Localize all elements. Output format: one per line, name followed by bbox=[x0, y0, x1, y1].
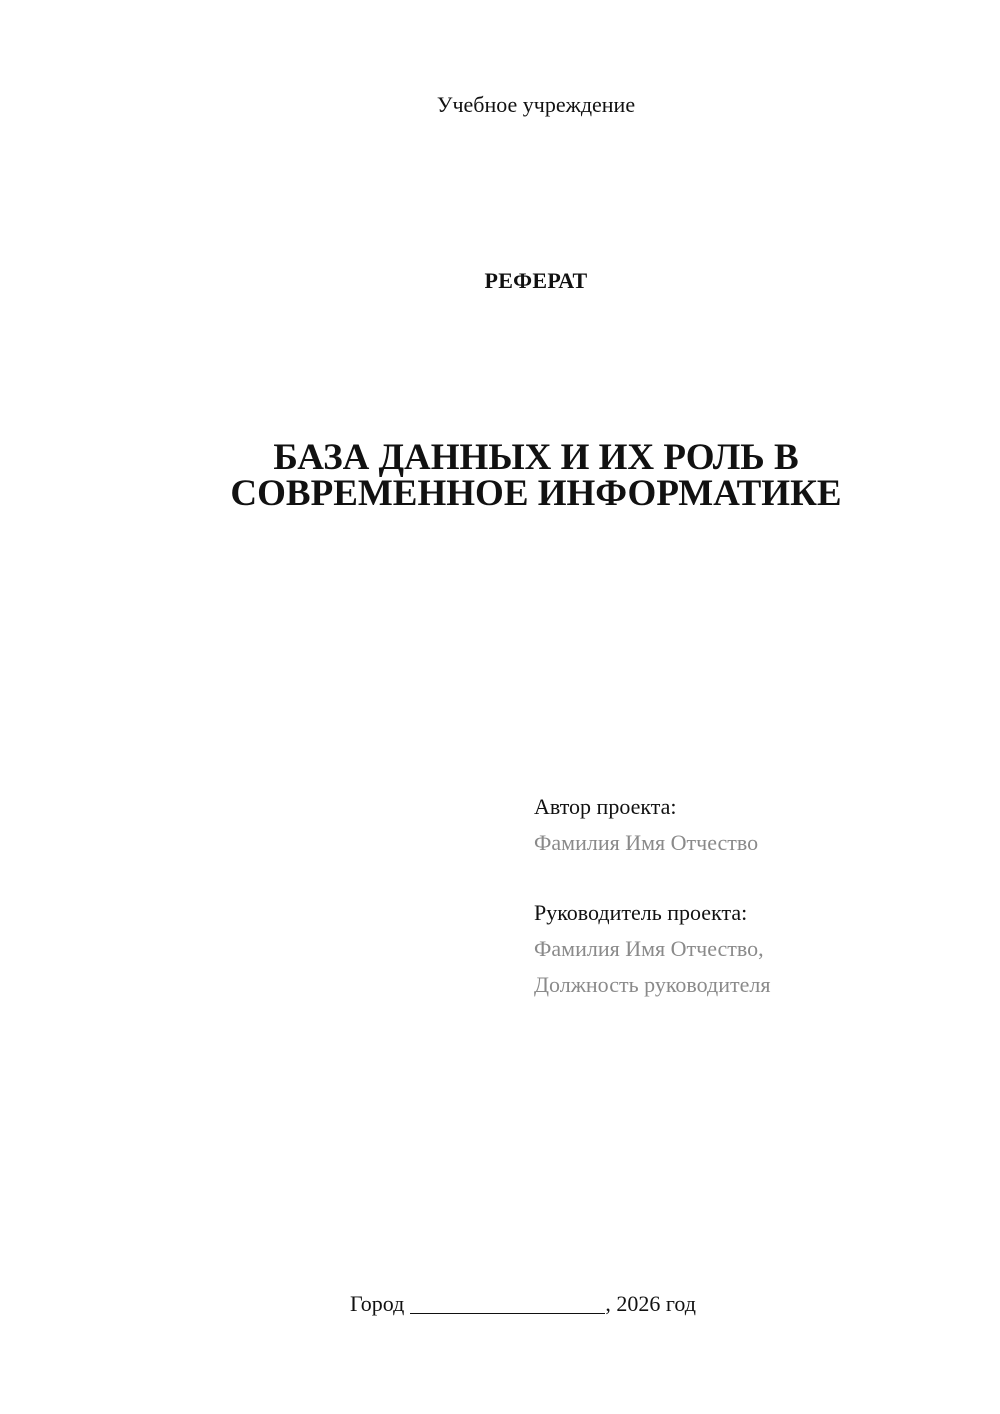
authorship-block bbox=[534, 789, 964, 1003]
city-label: Город bbox=[350, 1291, 405, 1316]
supervisor-position: Должность руководителя bbox=[534, 972, 771, 997]
document-title bbox=[36, 437, 1000, 514]
title-line-1: БАЗА ДАННЫХ И ИХ РОЛЬ В bbox=[273, 437, 799, 478]
supervisor-label: Руководитель проекта: bbox=[534, 900, 748, 925]
document-type: РЕФЕРАТ bbox=[484, 268, 588, 293]
city-blank-line bbox=[410, 1291, 605, 1314]
year-text: , 2026 год bbox=[605, 1291, 696, 1316]
author-label: Автор проекта: bbox=[534, 794, 677, 819]
supervisor-name: Фамилия Имя Отчество, bbox=[534, 936, 764, 961]
title-line-2: СОВРЕМЕННОЕ ИНФОРМАТИКЕ bbox=[230, 473, 842, 514]
block-spacer bbox=[534, 861, 964, 895]
city-year-line bbox=[350, 1290, 696, 1318]
author-name: Фамилия Имя Отчество bbox=[534, 830, 759, 855]
institution-name: Учебное учреждение bbox=[436, 92, 636, 117]
